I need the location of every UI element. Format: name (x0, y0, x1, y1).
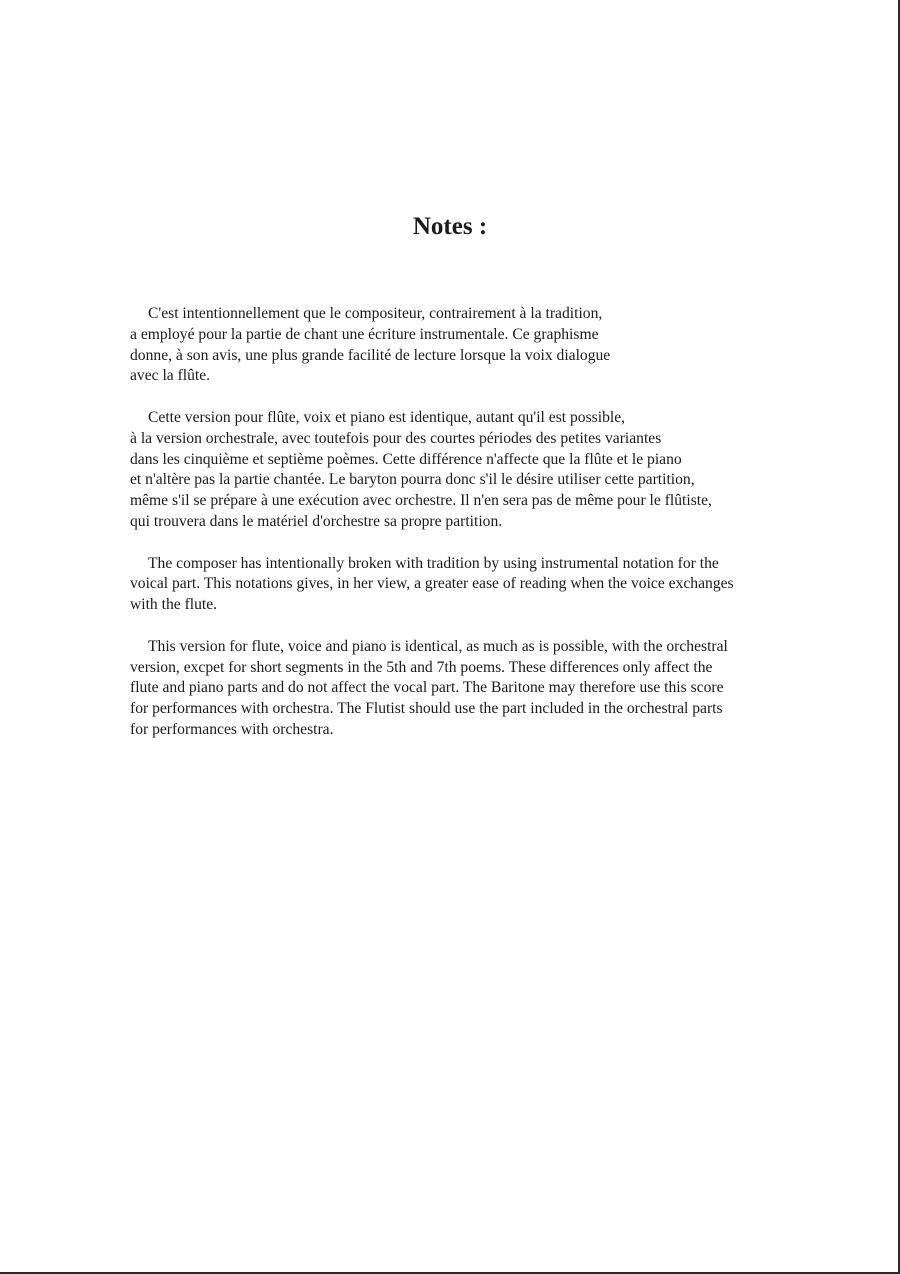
text-line: Cette version pour flûte, voix et piano est identique, autant qu'il est possible, (148, 408, 626, 426)
text-line: qui trouvera dans le matériel d'orchestre sa propre partition. (130, 512, 503, 530)
text-line: dans les cinquième et septième poèmes. Cette différence n'affecte que la flûte et le piano (130, 450, 682, 468)
paragraph-english-2 (130, 637, 850, 741)
text-line: with the flute. (130, 596, 218, 614)
text-line: même s'il se prépare à une exécution avec orchestre. Il n'en sera pas de même pour le flûtiste, (130, 492, 712, 510)
text-line: à la version orchestrale, avec toutefois pour des courtes périodes des petites variantes (130, 429, 662, 447)
text-line: avec la flûte. (130, 367, 211, 385)
paragraph-french-2 (130, 408, 850, 533)
text-line: voical part. This notations gives, in her view, a greater ease of reading when the voice exchanges (130, 575, 734, 593)
text-line: donne, à son avis, une plus grande facilité de lecture lorsque la voix dialogue (130, 346, 611, 364)
text-line: a employé pour la partie de chant une écriture instrumentale. Ce graphisme (130, 325, 599, 343)
text-line: version, excpet for short segments in the 5th and 7th poems. These differences only affect the (130, 658, 713, 676)
text-line: The composer has intentionally broken with tradition by using instrumental notation for the (148, 554, 719, 572)
paragraph-french-1 (130, 304, 850, 387)
notes-body (130, 304, 850, 762)
text-line: C'est intentionnellement que le compositeur, contrairement à la tradition, (148, 305, 603, 322)
text-line: et n'altère pas la partie chantée. Le baryton pourra donc s'il le désire utiliser cette partition, (130, 471, 695, 489)
page-title: Notes : (412, 213, 488, 240)
text-line: flute and piano parts and do not affect the vocal part. The Baritone may therefore use this score (130, 679, 724, 697)
text-line: for performances with orchestra. The Flutist should use the part included in the orchestral parts (130, 700, 723, 718)
paragraph-english-1 (130, 554, 850, 616)
text-line: for performances with orchestra. (130, 720, 334, 738)
text-line: This version for flute, voice and piano is identical, as much as is possible, with the orchestral (148, 637, 728, 655)
